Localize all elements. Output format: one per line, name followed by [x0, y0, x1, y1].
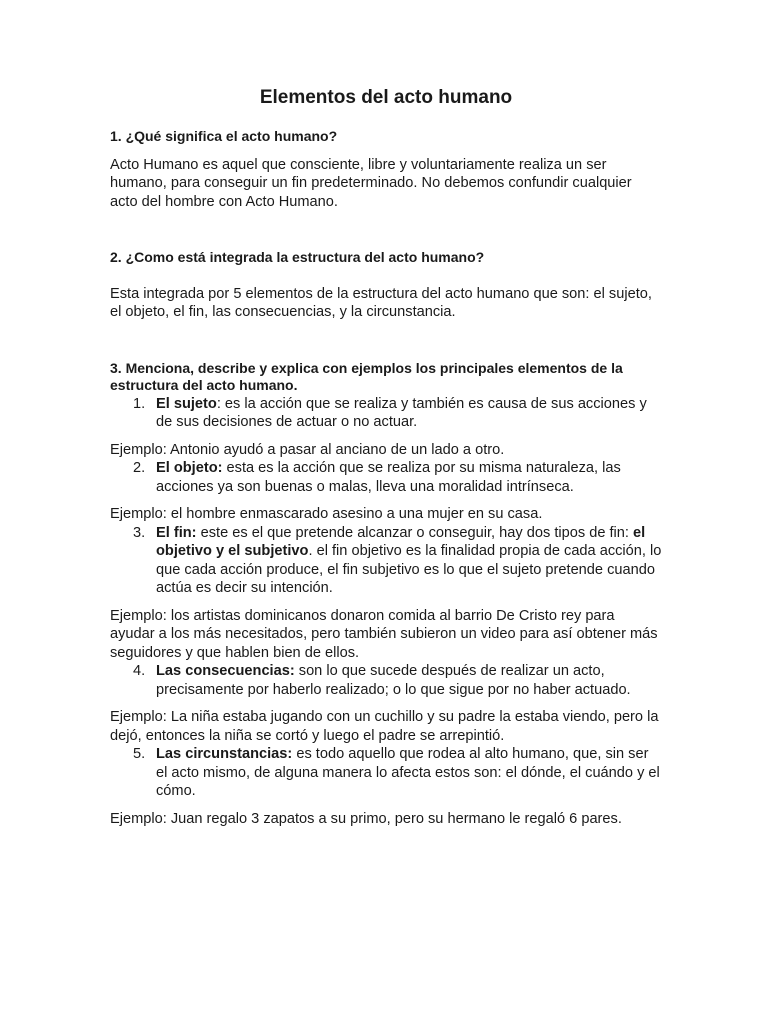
example-fin: Ejemplo: los artistas dominicanos donaron comida al barrio De Cristo rey para ayudar a los más necesitados, pero también subieron un video para así obtener más seguidores y que hablen bien de ellos.: [110, 607, 658, 661]
list-item-term: El sujeto: [156, 395, 217, 412]
list-item-text-after: . el fin objetivo es la finalidad propia de cada acción, lo que cada acción produce, el fin subjetivo es lo que el sujeto pretende cuando actúa es decir su intención.: [156, 543, 662, 596]
list-item-number: 1.: [133, 395, 146, 412]
example-circunstancias: Ejemplo: Juan regalo 3 zapatos a su primo, pero su hermano le regaló 6 pares.: [110, 810, 622, 827]
list-item-number: 4.: [133, 663, 146, 679]
document-title: Elementos del acto humano: [259, 87, 513, 108]
list-item-text: : es la acción que se realiza y también es causa de sus acciones y de sus decisiones de actuar o no actuar.: [156, 395, 647, 430]
question-3-heading: 3. Menciona, describe y explica con ejemplos los principales elementos de la estructura del acto humano.: [110, 359, 623, 393]
list-item-number: 5.: [133, 746, 146, 762]
list-item-text-before: este es el que pretende alcanzar o conseguir, hay dos tipos de fin:: [196, 524, 634, 541]
document-page: [110, 86, 662, 828]
list-item-text: son lo que sucede después de realizar un acto, precisamente por haberlo realizado; o lo que sigue por no haber actuado.: [156, 663, 631, 698]
list-item-number: 2.: [133, 460, 146, 476]
list-item-objeto: [110, 459, 662, 496]
question-2-heading: 2. ¿Como está integrada la estructura del acto humano?: [110, 249, 485, 265]
question-1-answer: Acto Humano es aquel que consciente, libre y voluntariamente realiza un ser humano, para conseguir un fin predeterminado. No debemos confundir cualquier acto del hombre con Acto Humano.: [110, 156, 632, 210]
example-consecuencias: Ejemplo: La niña estaba jugando con un cuchillo y su padre la estaba viendo, pero la dejó, entonces la niña se cortó y luego el padre se arrepintió.: [110, 709, 659, 744]
question-1-heading: 1. ¿Qué significa el acto humano?: [110, 128, 338, 144]
list-item-circunstancias: [110, 745, 662, 801]
example-objeto: Ejemplo: el hombre enmascarado asesino a una mujer en su casa.: [110, 506, 543, 522]
question-2-answer: Esta integrada por 5 elementos de la estructura del acto humano que son: el sujeto, el objeto, el fin, las consecuencias, y la circunstancia.: [110, 285, 652, 320]
list-item-text: es todo aquello que rodea al alto humano, que, sin ser el acto mismo, de alguna manera lo afecta estos son: el dónde, el cuándo y el cómo.: [156, 746, 660, 799]
list-item-text: esta es la acción que se realiza por su misma naturaleza, las acciones ya son buenas o malas, lleva una moralidad intrínseca.: [156, 460, 621, 495]
list-item-consecuencias: [110, 662, 662, 699]
list-item-term: El objeto:: [156, 460, 223, 476]
list-item-number: 3.: [133, 524, 146, 541]
list-item-fin: [110, 524, 662, 598]
list-item-sujeto: [110, 395, 662, 432]
list-item-term: Las consecuencias:: [156, 663, 295, 679]
list-item-term-secondary: el objetivo y el subjetivo: [156, 524, 646, 559]
list-item-term: Las circunstancias:: [156, 746, 293, 762]
example-sujeto: Ejemplo: Antonio ayudó a pasar al anciano de un lado a otro.: [110, 441, 505, 458]
list-item-term: El fin:: [156, 524, 197, 541]
